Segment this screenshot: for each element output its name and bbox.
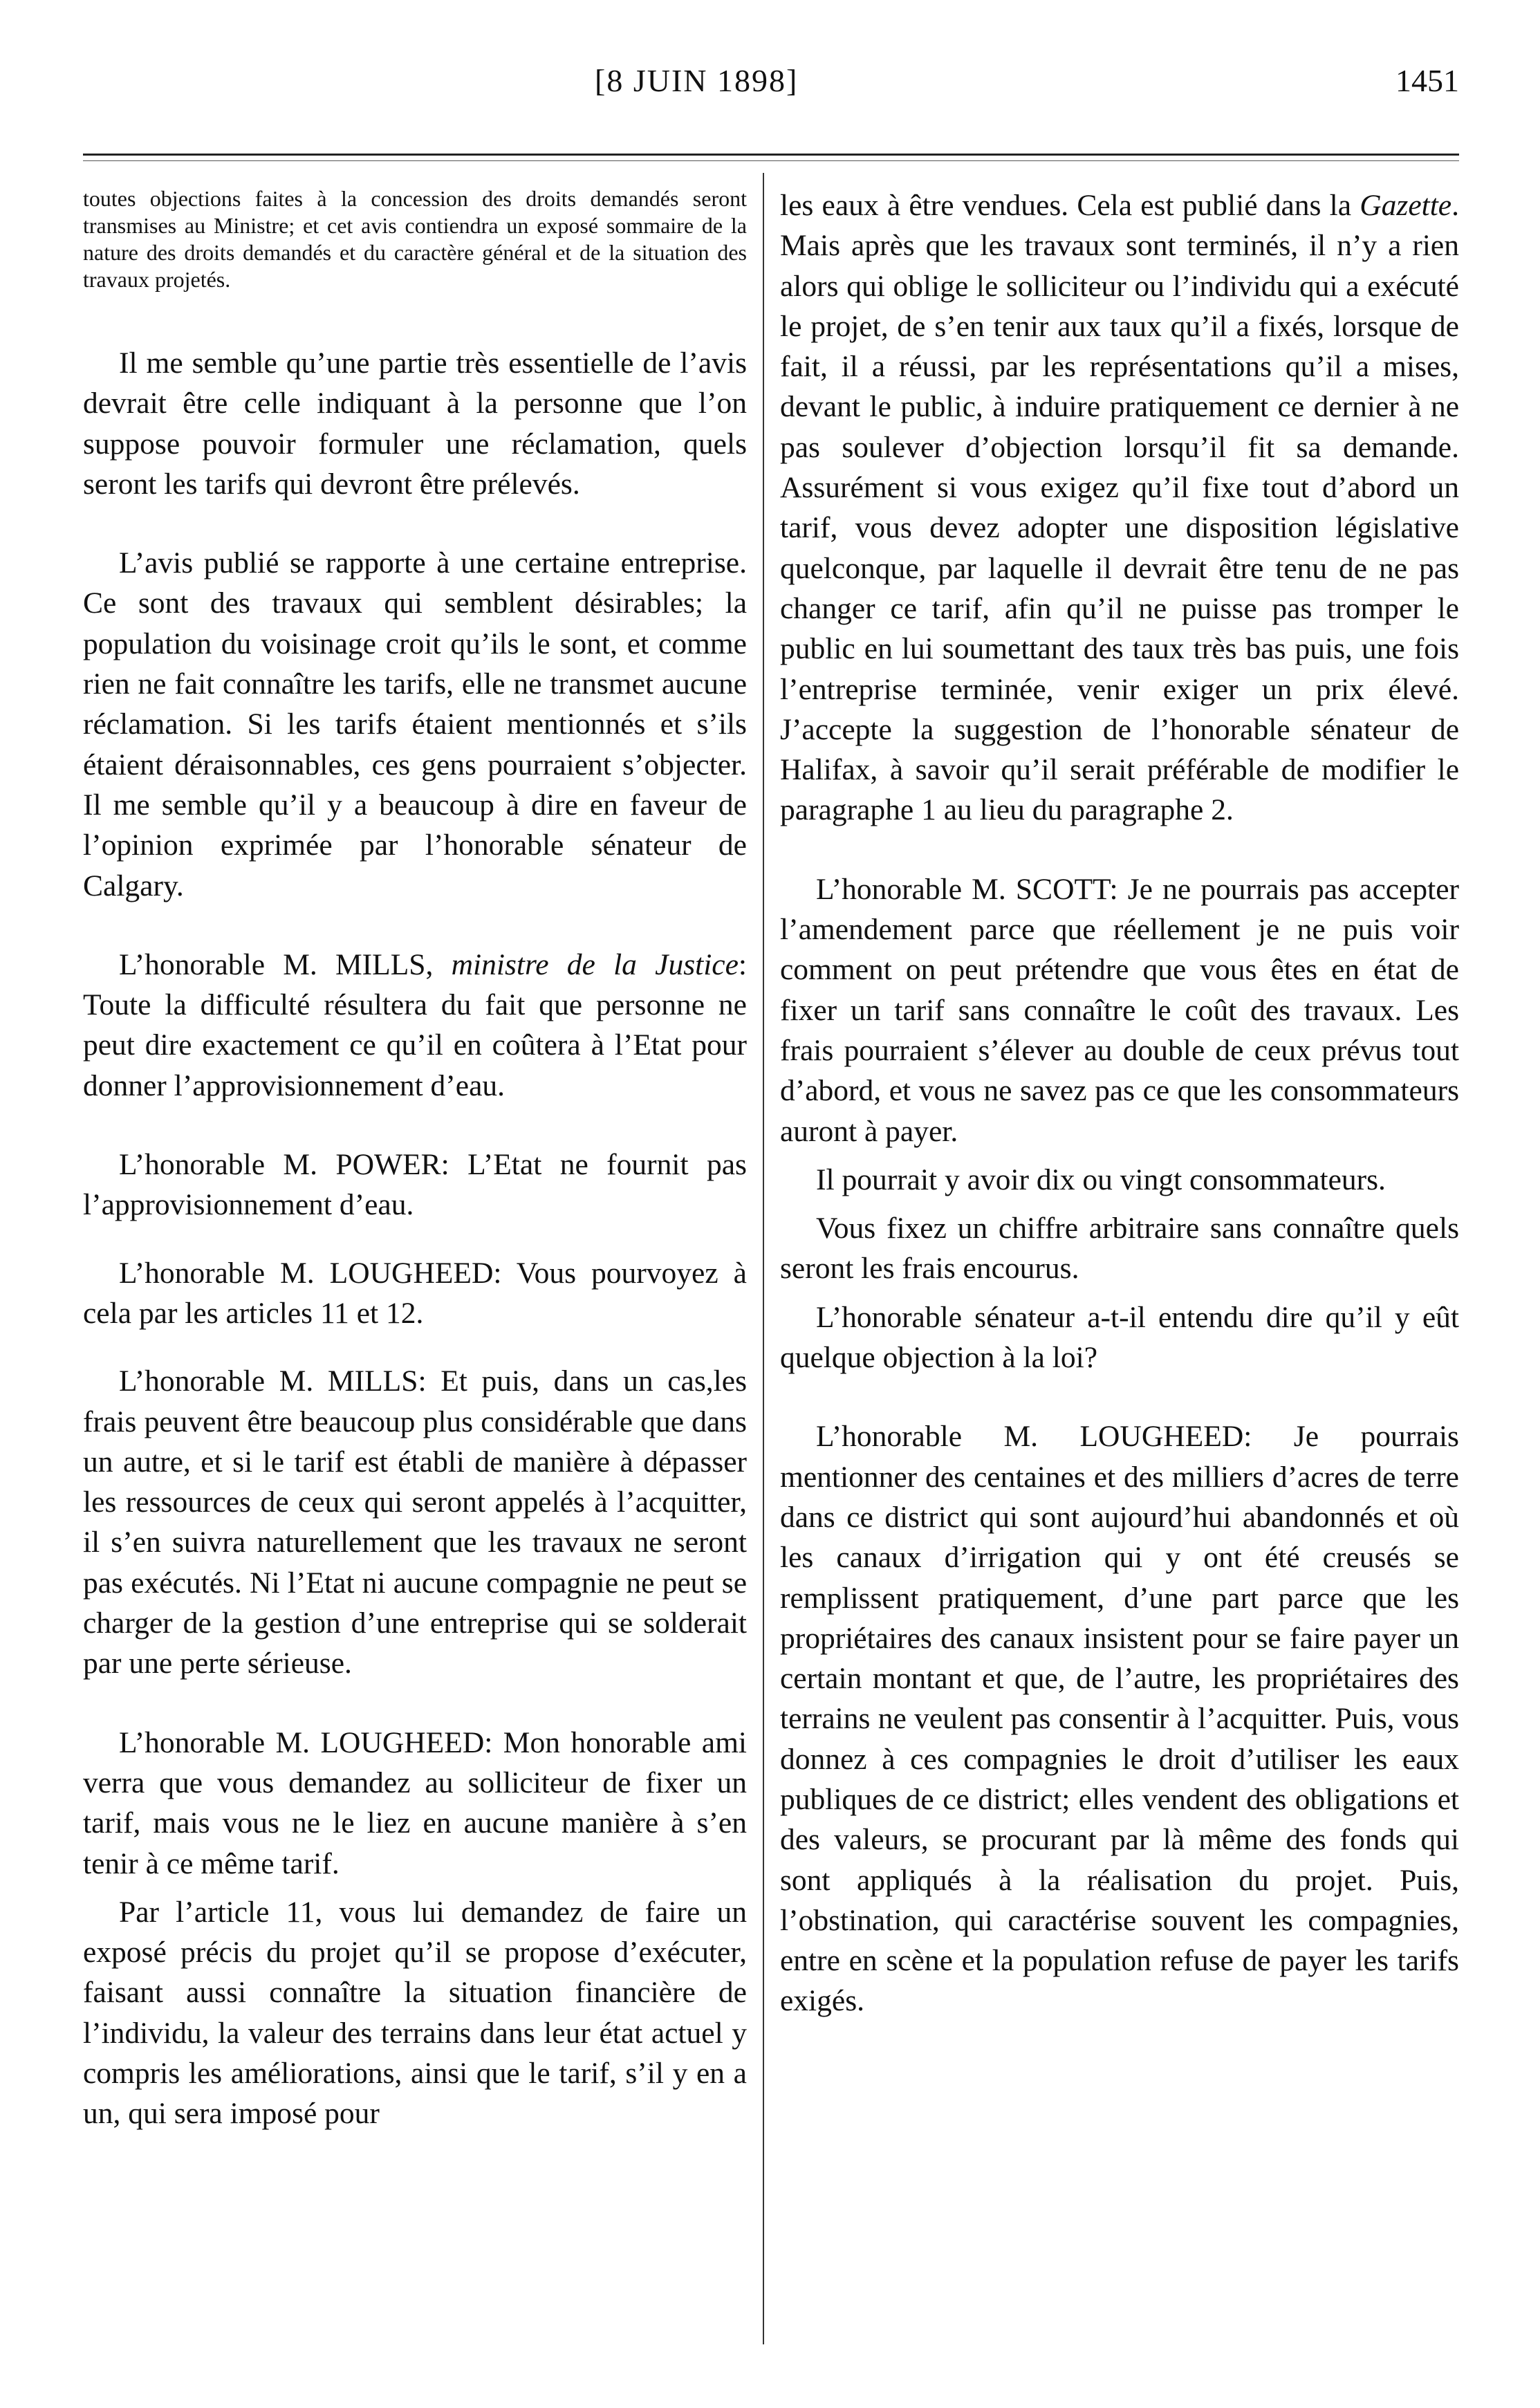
speaker-title: ministre de la Justice — [451, 947, 739, 981]
paragraph-text: Par l’article 11, vous lui demandez de faire un exposé précis du projet qu’il se propose d’exécuter, faisant aussi connaître la situation financière de l’individu, la valeur des terrains dans leur état actuel y compris les améliorations, ainsi que le tarif, s’il y en a un, qui sera imposé pour — [83, 1895, 747, 2131]
speech-lougheed — [83, 1253, 747, 1334]
paragraph-text: L’avis publié se rapporte à une certaine entreprise. Ce sont des travaux qui semblent désirables; la population du voisinage croit qu’ils le sont, et comme rien ne fait connaître les tarifs, elle ne transmet aucune réclamation. Si les tarifs étaient mentionnés et s’ils étaient déraisonnables, ces gens pourraient s’objecter. Il me semble qu’il y a beaucoup à dire en faveur de l’opinion exprimée par l’honorable sénateur de Calgary. — [83, 546, 747, 902]
speaker-name: L’honorable M. MILLS, — [119, 947, 434, 981]
paragraph-text: . Mais après que les travaux sont terminés, il n’y a rien alors qui oblige le solliciteur ou l’individu qui a exécuté le projet, de s’en tenir aux taux qu’il a fixés, lorsque de fait, il a réussi, par les représentations qu’il a mises, devant le public, à induire pratiquement ce dernier à ne pas soulever d’objection lorsqu’il fit sa demande. Assurément si vous exigez qu’il fixe tout d’abord un tarif, vous devez adopter une disposition législative quelconque, par laquelle il devrait être tenu de ne pas changer ce tarif, afin qu’il ne puisse pas tromper le public en lui soumettant des taux très bas puis, une fois l’entreprise terminée, venir exiger un prix élevé. J’accepte la suggestion de l’honorable sénateur de Halifax, à savoir qu’il serait préférable de modifier le paragraphe 1 au lieu du paragraphe 2. — [780, 189, 1459, 827]
paragraph-text: Il me semble qu’une partie très essentielle de l’avis devrait être celle indiquant à la personne que l’on suppose pouvoir formuler une réclamation, quels seront les tarifs qui devront être prélevés. — [83, 346, 747, 501]
quoted-bill-text: toutes objections faites à la concession des droits demandés seront transmises au Ministre; et cet avis contiendra un exposé sommaire de la nature des droits demandés et du caractère général et de la situation des travaux projetés. — [83, 186, 747, 292]
left-column — [83, 185, 747, 2134]
paragraph — [83, 543, 747, 906]
paragraph-text: Vous fixez un chiffre arbitraire sans connaître quels seront les frais encourus. — [780, 1212, 1459, 1286]
speaker-name: L’honorable M. LOUGHEED — [119, 1725, 485, 1759]
paragraph — [83, 1892, 747, 2134]
column-divider — [763, 173, 764, 2344]
speech-text: : Je pourrais mentionner des centaines et des milliers d’acres de terre dans ce district qui sont aujourd’hui abandonnés et où les canaux d’irrigation qui y ont été creusés se remplissent pratiquement, d’une part parce que les propriétaires des canaux insistent pour se faire payer un certain montant et que, de l’autre, les propriétaires des terrains ne veulent pas consentir à l’acquitter. Puis, vous donnez à ces compagnies le droit d’utiliser les eaux publiques de ce district; elles vendent des obligations et des valeurs, se procurant par là même des fonds qui sont appliqués à la réalisation du projet. Puis, l’obstination, qui caractérise souvent les compagnies, entre en scène et la population refuse de payer les tarifs exigés. — [780, 1420, 1459, 2018]
speech-power — [83, 1145, 747, 1225]
header-rule-thin — [83, 160, 1459, 161]
speaker-name: L’honorable M. MILLS — [119, 1364, 418, 1398]
paragraph-continued — [780, 185, 1459, 831]
paragraph-text: L’honorable sénateur a-t-il entendu dire qu’il y eût quelque objection à la loi? — [780, 1300, 1459, 1375]
speaker-name: L’honorable M. LOUGHEED — [119, 1256, 494, 1290]
paragraph-text: les eaux à être vendues. Cela est publié dans la — [780, 189, 1360, 222]
speaker-name: L’honorable M. LOUGHEED — [816, 1420, 1244, 1454]
speech-scott — [780, 869, 1459, 1151]
speech-text: : Vous pourvoyez à cela par les articles 11 et 12. — [83, 1256, 747, 1330]
paragraph-text: Il pourrait y avoir dix ou vingt consommateurs. — [816, 1163, 1386, 1196]
speech-text: : L’Etat ne fournit pas l’approvisionnement d’eau. — [83, 1148, 747, 1222]
right-column — [780, 185, 1459, 2021]
page-header — [83, 62, 1459, 111]
header-rule — [83, 154, 1459, 156]
header-date: [8 JUIN 1898] — [595, 63, 799, 98]
speech-text: : Je ne pourrais pas accepter l’amendement parce que réellement je ne puis voir comment on peut prétendre que vous êtes en état de fixer un tarif sans connaître le coût des travaux. Les frais pourraient s’élever au double de ceux prévus tout d’abord, et vous ne savez pas ce que les consommateurs auront à payer. — [780, 872, 1459, 1148]
speech-lougheed — [83, 1723, 747, 1884]
speech-text: : Toute la difficulté résultera du fait que personne ne peut dire exactement ce qu’il en coûtera à l’Etat pour donner l’approvisionnement d’eau. — [83, 947, 748, 1102]
speech-text: : Mon honorable ami verra que vous demandez au solliciteur de fixer un tarif, mais vous ne le liez en aucune manière à s’en tenir à ce même tarif. — [83, 1725, 747, 1880]
speech-lougheed — [780, 1416, 1459, 2021]
speech-text: : Et puis, dans un cas,les frais peuvent être beaucoup plus considérable que dans un autre, et si le tarif est établi de manière à dépasser les ressources de ceux qui seront appelés à l’acquitter, il s’en suivra naturellement que les travaux ne seront pas exécutés. Ni l’Etat ni aucune compagnie ne peut se charger de la gestion d’une entreprise qui se solderait par une perte sérieuse. — [83, 1364, 747, 1680]
speech-mills — [83, 945, 747, 1106]
gazette-title: Gazette — [1360, 189, 1452, 222]
paragraph — [83, 343, 747, 504]
paragraph — [780, 1297, 1459, 1378]
paragraph — [780, 1160, 1459, 1200]
speech-mills — [83, 1361, 747, 1683]
speaker-name: L’honorable M. SCOTT — [816, 872, 1110, 906]
speaker-name: L’honorable M. POWER — [119, 1148, 441, 1182]
page-number: 1451 — [1395, 63, 1459, 98]
paragraph — [780, 1208, 1459, 1289]
